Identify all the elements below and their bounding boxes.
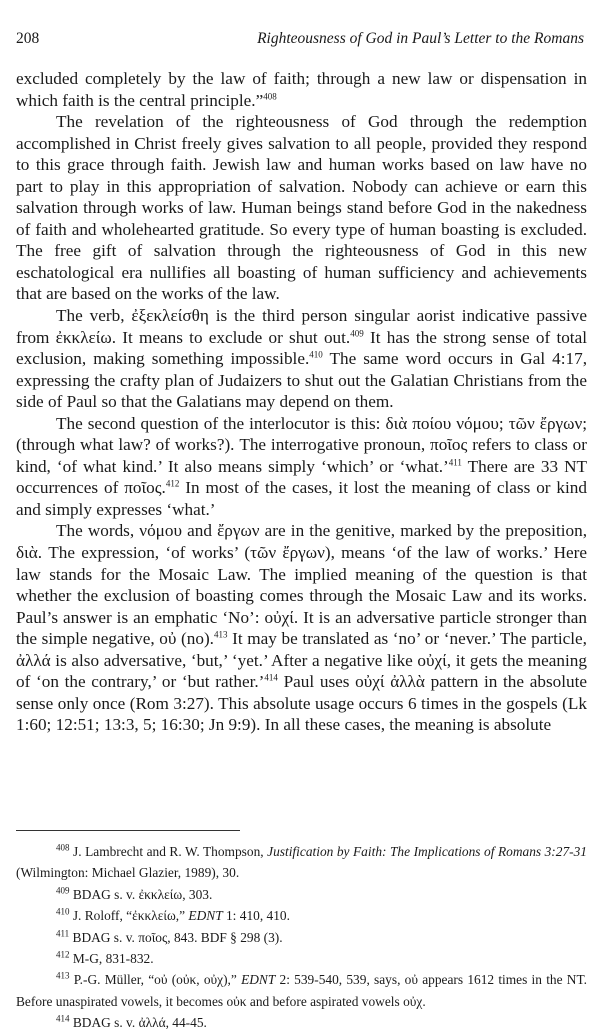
footnote-414: $^{414}$ BDAG s. v. ἀλλά, 44-45.	[56, 1013, 207, 1031]
paragraph: The revelation of the righteousness of God through the redemption accomplished in Christ freely gives salvation to all people, provided they respond to this grace through faith. Jewish law and human works based on law have no part to play in this appropriation of salvation. Nobody can achieve or earn this salvation through works of law. Human beings stand before God in the nakedness of faith and wholehearted gratitude. So every type of human boasting is excluded. The free gift of salvation through the righteousness of God in this new eschatological era nullifies all boasting of human sufficiency and achievements that are based on the works of the law.	[16, 112, 587, 304]
footnote-413: $^{413}$ P.-G. Müller, “οὐ (οὐκ, οὐχ),” EDNT 2: 539-540, 539, says, οὐ appears 1612 times in the NT. Before unaspirated vowels, it becomes οὐκ and before aspirated vowels οὐχ.	[16, 970, 587, 1009]
footnote-separator	[16, 830, 240, 831]
footnote-409: $^{409}$ BDAG s. v. ἐκκλείω, 303.	[56, 885, 213, 902]
footnotes	[16, 841, 587, 1034]
footnote-411: $^{411}$ BDAG s. v. ποῖος, 843. BDF § 298 (3).	[56, 928, 283, 945]
running-title: Righteousness of God in Paul’s Letter to the Romans	[257, 30, 584, 47]
footnote-412: $^{412}$ M-G, 831-832.	[56, 949, 154, 967]
paragraph: The verb, ἐξεκλείσθη is the third person singular aorist indicative passive from ἐκκλείω. It means to exclude or shut out.$^{409}$ It has the strong sense of total exclusion, making something impossible.$^{410}$ The same word occurs in Gal 4:17, expressing the crafty plan of Judaizers to shut out the Galatian Christians from the side of Paul so that the Galatians may depend on them.	[16, 306, 587, 412]
paragraph: The second question of the interlocutor is this: διὰ ποίου νόμου; τῶν ἔργων; (through what law? of works?). The interrogative pronoun, ποῖος refers to class or kind, ‘of what kind.’ It also means simply ‘which’ or ‘what.’$^{411}$ There are 33 NT occurrences of ποῖος.$^{412}$ In most of the cases, it lost the meaning of class or kind and simply expresses ‘what.’	[16, 413, 588, 519]
page-number: 208	[16, 30, 40, 47]
footnote-408: $^{408}$ J. Lambrecht and R. W. Thompson, Justification by Faith: The Implications of Romans 3:27-31 (Wilmington: Michael Glazier, 1989), 30.	[16, 842, 587, 881]
running-header	[16, 30, 584, 52]
main-text	[16, 68, 587, 736]
paragraph: excluded completely by the law of faith; through a new law or dispensation in which faith is the central principle.”$^{408}$	[16, 69, 587, 110]
footnote-410: $^{410}$ J. Roloff, “ἐκκλείω,” EDNT 1: 410, 410.	[56, 906, 290, 924]
paragraph: The words, νόμου and ἔργων are in the genitive, marked by the preposition, διὰ. The expression, ‘of works’ (τῶν ἔργων), means ‘of the law of works.’ Here law stands for the Mosaic Law. The implied meaning of the question is that whether the exclusion of boasting comes through the Mosaic Law and its works. Paul’s answer is an emphatic ‘No’: οὐχί. It is an adversative particle stronger than the simple negative, οὐ (no).$^{413}$ It may be translated as ‘no’ or ‘never.’ The particle, ἀλλά is also adversative, ‘but,’ ‘yet.’ After a negative like οὐχί, it gets the meaning of ‘on the contrary,’ or ‘but rather.’$^{414}$ Paul uses οὐχί ἀλλὰ pattern in the absolute sense only once (Rom 3:27). This absolute usage occurs 6 times in the gospels (Lk 1:60; 12:51; 13:3, 5; 16:30; Jn 9:9). In all these cases, the meaning is absolute	[16, 521, 588, 735]
